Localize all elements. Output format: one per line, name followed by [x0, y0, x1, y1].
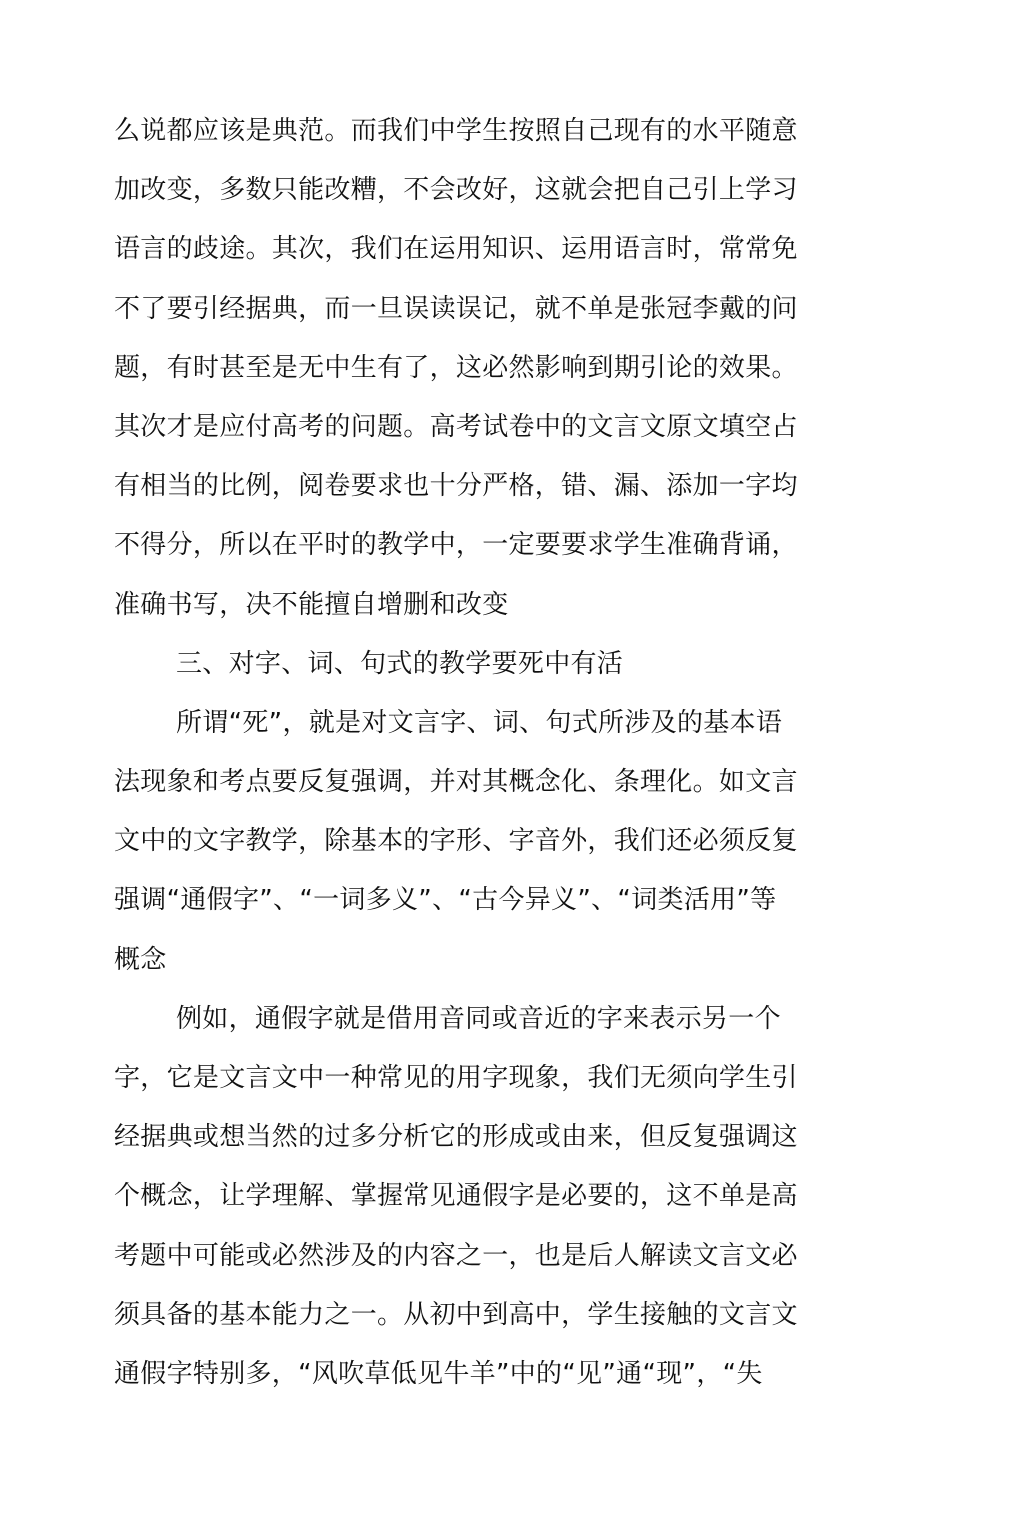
text-line: 准确书写，决不能擅自增删和改变	[114, 589, 509, 620]
text-line: 有相当的比例，阅卷要求也十分严格，错、漏、添加一字均	[114, 471, 798, 502]
text-line: 经据典或想当然的过多分析它的形成或由来，但反复强调这	[114, 1122, 798, 1153]
text-line: 概念	[114, 944, 167, 975]
text-line: 文中的文字教学，除基本的字形、字音外，我们还必须反复	[114, 826, 798, 857]
text-line: 加改变，多数只能改糟，不会改好，这就会把自己引上学习	[114, 175, 798, 206]
section-heading: 三、对字、词、句式的教学要死中有活	[176, 648, 624, 679]
text-line: 其次才是应付高考的问题。高考试卷中的文言文原文填空占	[114, 411, 798, 442]
text-line: 强调“通假字”、“一词多义”、“古今异义”、“词类活用”等	[114, 885, 777, 916]
text-line: 语言的歧途。其次，我们在运用知识、运用语言时，常常免	[114, 234, 798, 265]
text-line: 题，有时甚至是无中生有了，这必然影响到期引论的效果。	[114, 352, 798, 383]
text-line: 不了要引经据典，而一旦误读误记，就不单是张冠李戴的问	[114, 293, 798, 324]
text-line: 个概念，让学理解、掌握常见通假字是必要的，这不单是高	[114, 1181, 798, 1212]
text-line: 不得分，所以在平时的教学中，一定要要求学生准确背诵，	[114, 530, 798, 561]
text-line: 考题中可能或必然涉及的内容之一，也是后人解读文言文必	[114, 1240, 798, 1271]
text-line: 么说都应该是典范。而我们中学生按照自己现有的水平随意	[114, 116, 798, 146]
text-line: 法现象和考点要反复强调，并对其概念化、条理化。如文言	[114, 767, 798, 798]
text-line: 须具备的基本能力之一。从初中到高中，学生接触的文言文	[114, 1299, 798, 1330]
body-text	[114, 108, 914, 1410]
text-line: 字，它是文言文中一种常见的用字现象，我们无须向学生引	[114, 1063, 798, 1093]
text-line: 所谓“死”，就是对文言字、词、句式所涉及的基本语	[176, 707, 783, 738]
text-line: 例如，通假字就是借用音同或音近的字来表示另一个	[176, 1003, 781, 1034]
text-line: 通假字特别多，“风吹草低见牛羊”中的“见”通“现”，“失	[114, 1358, 763, 1389]
